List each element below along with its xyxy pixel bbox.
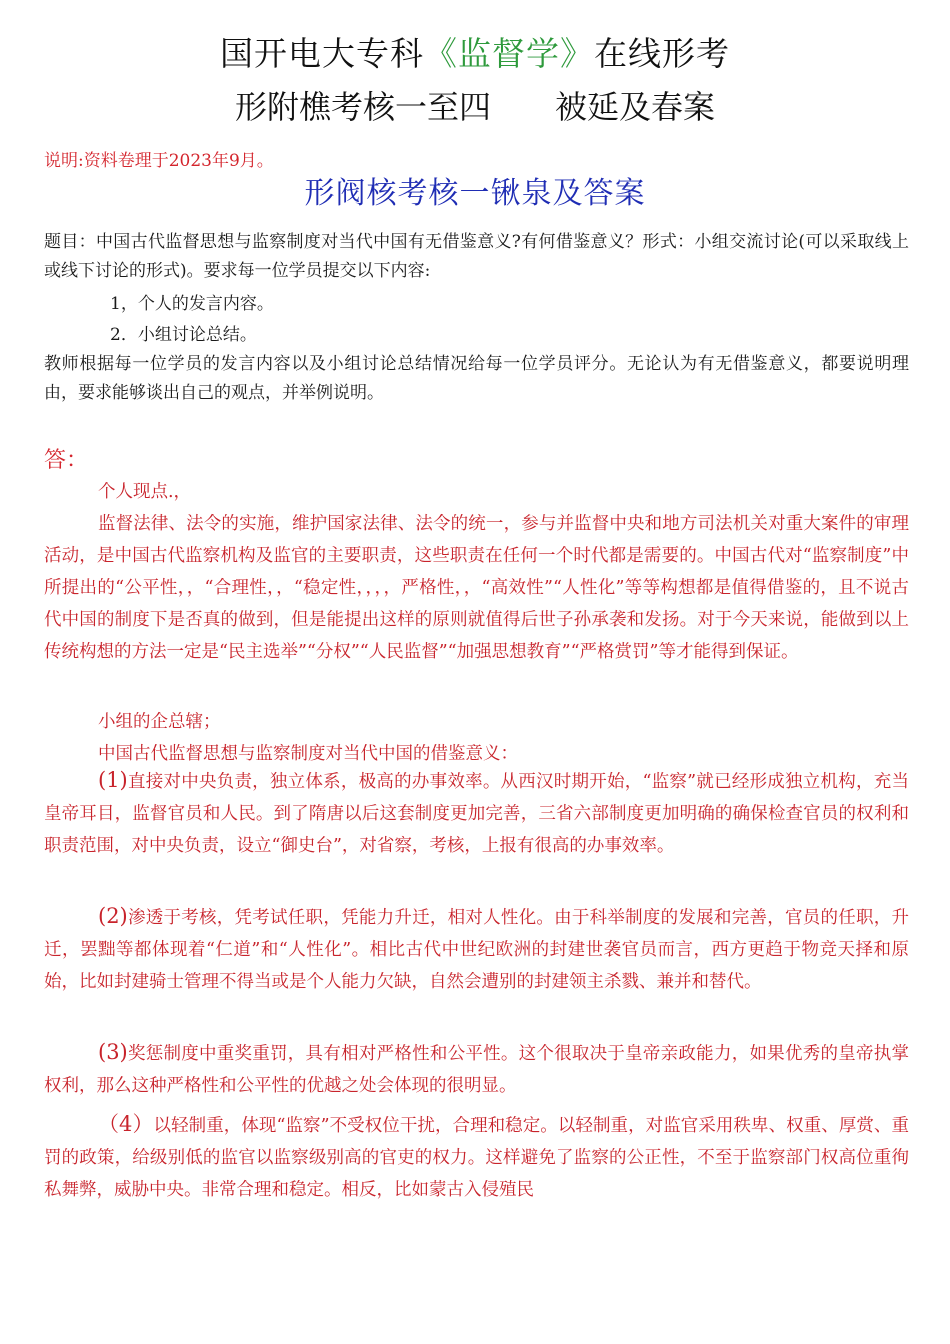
point-number: (1) — [98, 768, 128, 792]
personal-view-heading: 个人现点.， — [98, 482, 192, 502]
question-text: 题目：中国古代监督思想与监察制度对当代中国有无借鉴意义?有何借鉴意义？形式：小组交流讨论(可以采取线上或线下讨论的形式)。要求每一位学员提交以下内容: — [44, 232, 909, 281]
section-title: 形阀核考核一锹泉及答案 — [304, 176, 646, 211]
point-number: (3) — [98, 1040, 128, 1064]
compile-note: 说明:资料卷理于2023年9月。 — [44, 151, 274, 171]
point-number: （4） — [98, 1112, 154, 1136]
point-number: (2) — [98, 904, 128, 928]
point-text: 以轻制重，体现“监察”不受权位干扰，合理和稳定。以轻制重，对监官采用秩卑、权重、厚赏、重罚的政策，给级别低的监官以监察级别高的官吏的权力。这样避免了监察的公正性，不至于监察部门权高位重徇私舞弊，威胁中央。非常合理和稳定。相反，比如蒙古入侵殖民 — [44, 1116, 909, 1200]
point-text: 直接对中央负责，独立体系，极高的办事效率。从西汉时期开始，“监察”就已经形成独立机构，充当皇帝耳目，监督官员和人民。到了隋唐以后这套制度更加完善，三省六部制度更加明确的确保检查官员的权利和职责范围，对中央负责，设立“御史台”，对省察，考核，上报有很高的办事效率。 — [44, 772, 909, 856]
answer-label: 答： — [44, 448, 89, 473]
course-name: 《监督学》 — [424, 34, 594, 73]
title-part-1: 国开电大专科 — [220, 34, 424, 73]
group-summary-intro: 中国古代监督思想与监察制度对当代中国的借鉴意义： — [98, 744, 518, 764]
requirement-item-1: 1，个人的发言内容。 — [110, 294, 274, 314]
summary-point-3 — [44, 1036, 909, 1102]
point-text: 奖惩制度中重奖重罚，具有相对严格性和公平性。这个很取决于皇帝亲政能力，如果优秀的皇帝执掌权利，那么这种严格性和公平性的优越之处会体现的很明显。 — [44, 1044, 909, 1096]
requirement-item-2: 2．小组讨论总结。 — [110, 325, 257, 345]
grading-text: 教师根据每一位学员的发言内容以及小组讨论总结情况给每一位学员评分。无论认为有无借鉴意义，都要说明理由，要求能够谈出自己的观点，并举例说明。 — [44, 354, 909, 403]
personal-view-text: 监督法律、法令的实施，维护国家法律、法令的统一，参与并监督中央和地方司法机关对重大案件的审理活动，是中国古代监察机构及监官的主要职责，这些职责在任何一个时代都是需要的。中国古代对“监察制度”中所提出的“公平性，，“合理性，，“稳定性，，，，严格性，，“高效性”“人性化”等等构想都是值得借鉴的，且不说古代中国的制度下是否真的做到，但是能提出这样的原则就值得后世子孙承袭和发扬。对于今天来说，能做到以上传统构想的方法一定是“民主选举”“分权”“人民监督”“加强思想教育”“严格赏罚”等才能得到保证。 — [44, 514, 909, 662]
title-part-3: 在线形考 — [594, 34, 730, 73]
summary-point-4 — [44, 1108, 909, 1206]
summary-point-2 — [44, 900, 909, 998]
document-title — [0, 28, 950, 75]
summary-point-1 — [44, 764, 909, 862]
document-subtitle: 形附樵考核一至四 被延及春案 — [234, 88, 715, 126]
point-text: 渗透于考核，凭考试任职，凭能力升迁，相对人性化。由于科举制度的发展和完善，官员的任职，升迁，罢黜等都体现着“仁道”和“人性化”。相比古代中世纪欧洲的封建世袭官员而言，西方更趋于物竞天择和原始，比如封建骑士管理不得当或是个人能力欠缺，自然会遭别的封建领主杀戮、兼并和替代。 — [44, 908, 909, 992]
group-summary-heading: 小组的企总辖； — [98, 712, 221, 732]
